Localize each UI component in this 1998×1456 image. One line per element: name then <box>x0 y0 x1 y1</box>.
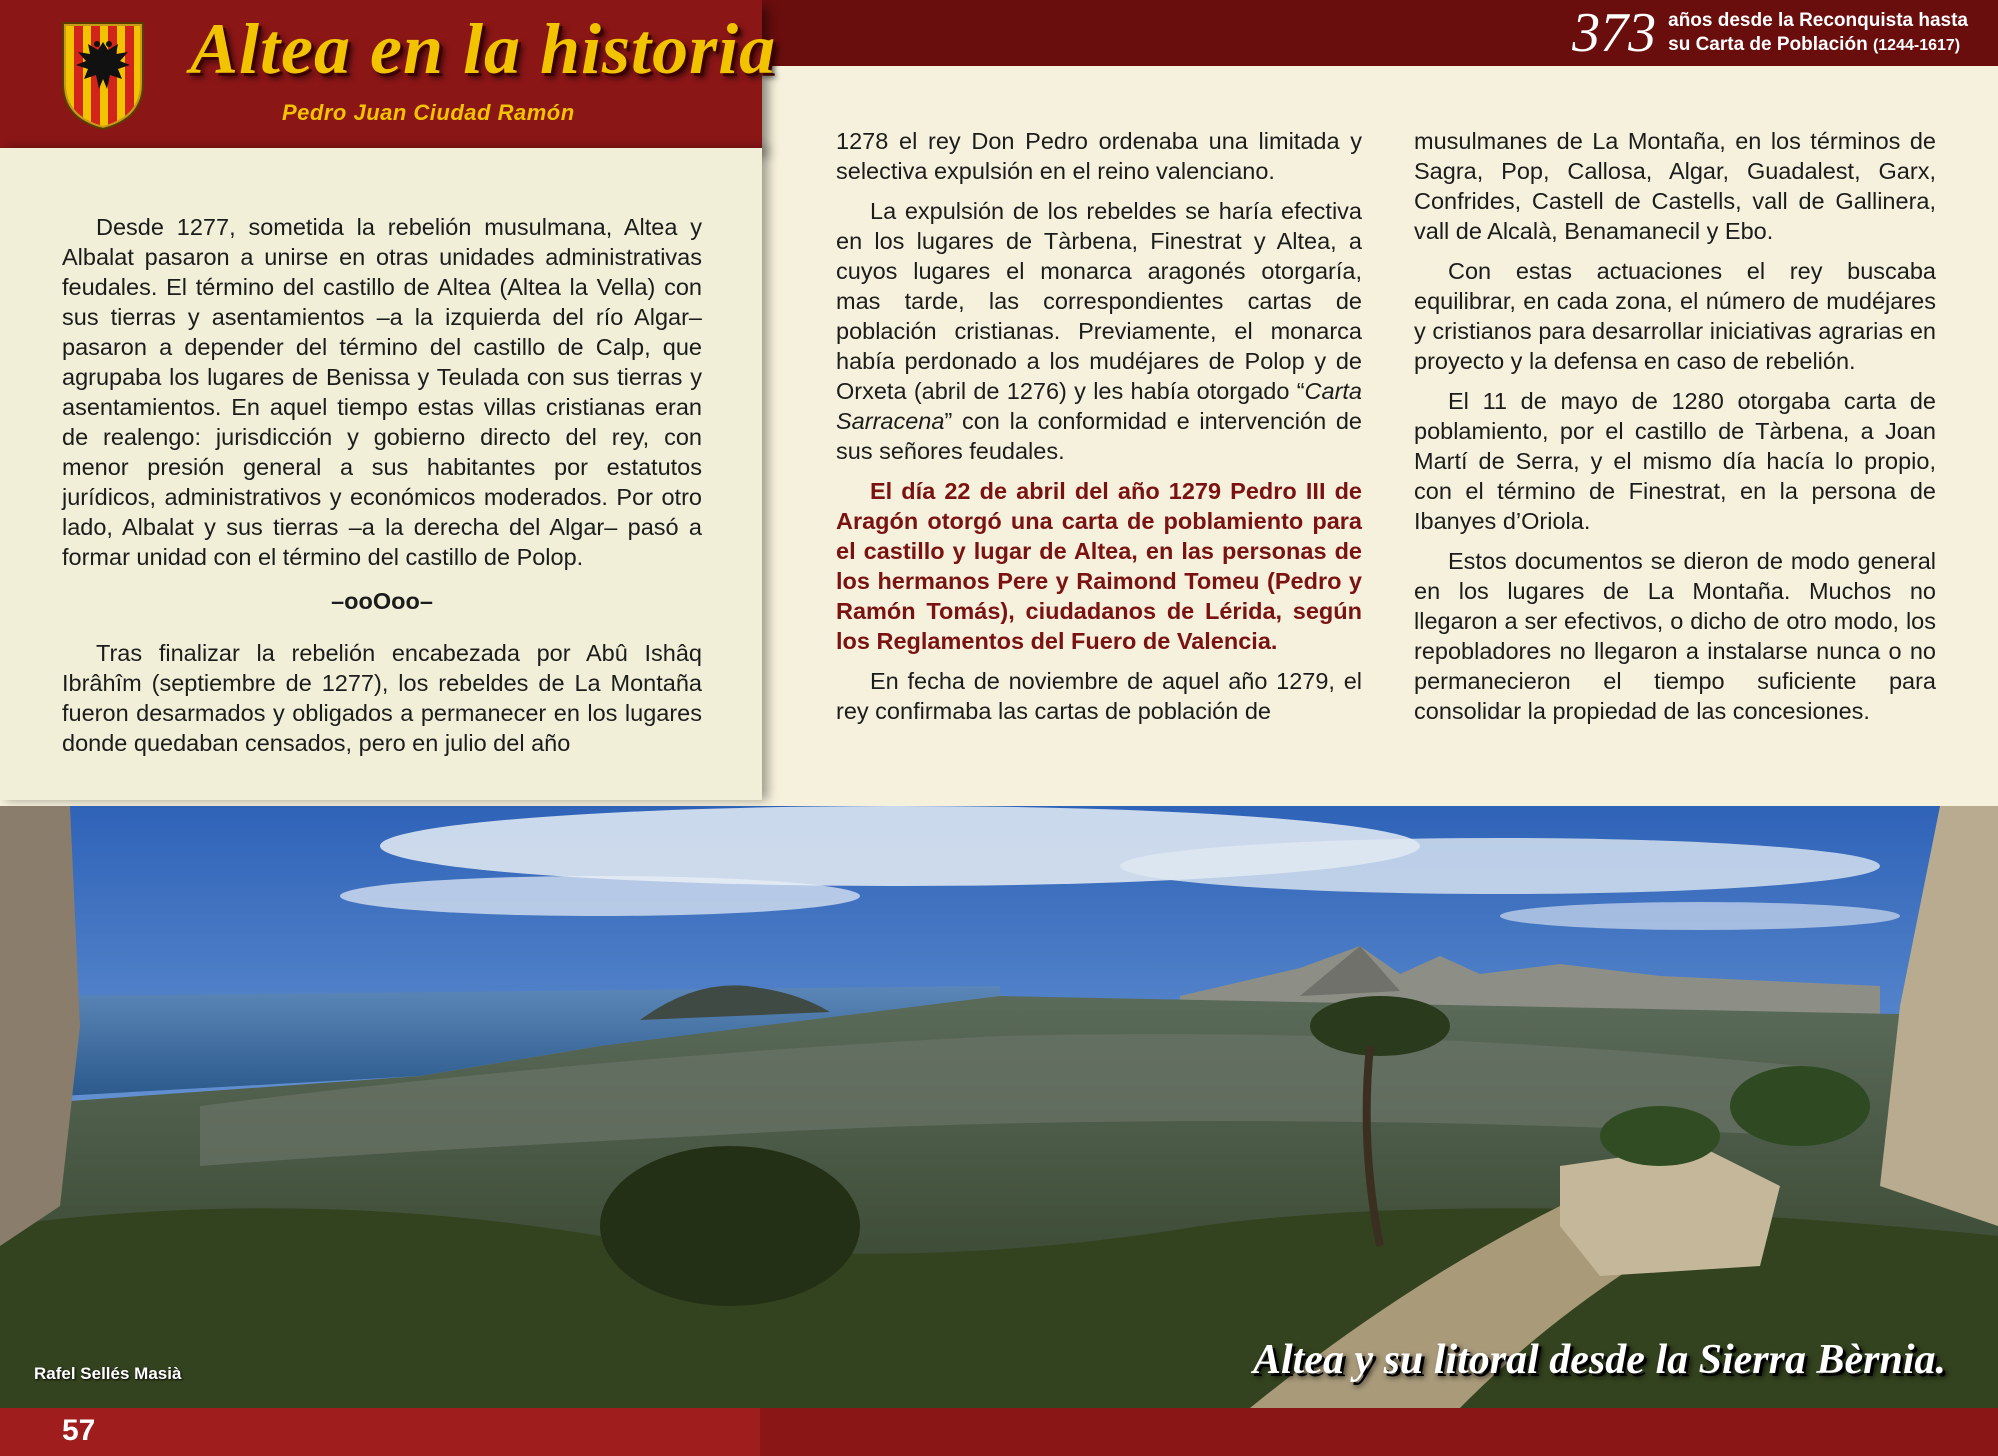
separator: –ooOoo– <box>331 588 433 614</box>
title-block <box>0 0 777 148</box>
highlight-paragraph: El día 22 de abril del año 1279 Pedro III de Aragón otorgó una carta de poblamiento para el castillo y lugar de Altea, en las personas de los hermanos Pere y Raimond Tomeu (Pedro y Ramón Tomás), ciudadanos de Lérida, según los Reglamentos del Fuero de Valencia. <box>836 478 1362 654</box>
years-number: 373 <box>1572 2 1657 64</box>
paragraph: Desde 1277, sometida la rebelión musulmana, Altea y Albalat pasaron a unirse en otras unidades administrativas feudales. El término del castillo de Altea (Altea la Vella) con sus tierras y asentamientos –a la izquierda del río Algar– pasaron a depender del término del castillo de Calp, que agrupaba los lugares de Benissa y Teulada con sus tierras y asentamientos. En aquel tiempo estas villas cristianas eran de realengo: jurisdicción y gobierno directo del rey, con menor presión general a sus habitantes por estatutos jurídicos, administrativos y económicos moderados. Por otro lado, Albalat y sus tierras –a la derecha del Algar– pasó a formar unidad con el término del castillo de Polop. <box>62 214 702 570</box>
text: La expulsión de los rebeldes se haría efectiva en los lugares de Tàrbena, Finestrat y Altea, a cuyos lugares el monarca aragonés otorgaría, mas tarde, las correspondientes cartas de población cristianas. Previamente, el monarca había perdonado a los mudéjares de Polop y de Orxeta (abril de 1276) y les había otorgado “ <box>836 198 1362 404</box>
paragraph: En fecha de noviembre de aquel año 1279, el rey confirmaba las cartas de población de <box>836 668 1362 724</box>
subtitle-line-2-text: su Carta de Población <box>1668 33 1868 55</box>
subtitle-line-2 <box>1668 33 1968 58</box>
paragraph: 1278 el rey Don Pedro ordenaba una limitada y selectiva expulsión en el reino valenciano. <box>836 128 1362 184</box>
paragraph: El 11 de mayo de 1280 otorgaba carta de poblamiento, por el castillo de Tàrbena, a Joan Martí de Serra, y el mismo día hacía lo propio, con el término de Finestrat, en la persona de Ibanyes d’Oriola. <box>1414 388 1936 534</box>
subtitle-years: (1244-1617) <box>1872 36 1961 54</box>
bottom-band-left <box>0 1408 760 1456</box>
text: ” con la conformidad e intervención de sus señores feudales. <box>836 408 1362 464</box>
article-column-1 <box>62 212 702 768</box>
article-column-2 <box>836 126 1362 736</box>
altea-coat-of-arms-icon <box>60 20 146 130</box>
paragraph: Estos documentos se dieron de modo general en los lugares de La Montaña. Muchos no llegaron a ser efectivos, o dicho de otro modo, los repobladores no llegaron a instalarse nunca o no permanecieron el tiempo suficiente para consolidar la propiedad de las concesiones. <box>1414 548 1936 724</box>
paragraph <box>836 196 1362 466</box>
page-number: 57 <box>62 1414 96 1447</box>
page-title: Altea en la historia <box>190 9 777 89</box>
photo-caption: Altea y su litoral desde la Sierra Bèrnia. <box>1252 1337 1946 1383</box>
photo-credit: Rafel Sellés Masià <box>34 1364 182 1383</box>
bottom-band <box>0 1408 1998 1456</box>
italic-text: Carta Sarracena <box>836 378 1362 434</box>
article-column-3 <box>1414 126 1936 736</box>
landscape-photo <box>0 806 1998 1408</box>
subtitle-line-1: años desde la Reconquista hasta <box>1668 9 1968 31</box>
author-name: Pedro Juan Ciudad Ramón <box>282 100 575 125</box>
subtitle-text <box>1668 9 1968 58</box>
header-subtitle <box>1572 4 1968 62</box>
paragraph: musulmanes de La Montaña, en los términos de Sagra, Pop, Callosa, Algar, Guadalest, Garx, Confrides, Castell de Castells, vall de Gallinera, vall de Alcalà, Benamanecil y Ebo. <box>1414 128 1936 244</box>
paragraph: Con estas actuaciones el rey buscaba equilibrar, en cada zona, el número de mudéjares y cristianos para desarrollar iniciativas agrarias en proyecto y la defensa en caso de rebelión. <box>1414 258 1936 374</box>
paragraph: Tras finalizar la rebelión encabezada por Abû Ishâq Ibrâhîm (septiembre de 1277), los rebeldes de La Montaña fueron desarmados y obligados a permanecer en los lugares donde quedaban censados, pero en julio del año <box>62 640 702 756</box>
